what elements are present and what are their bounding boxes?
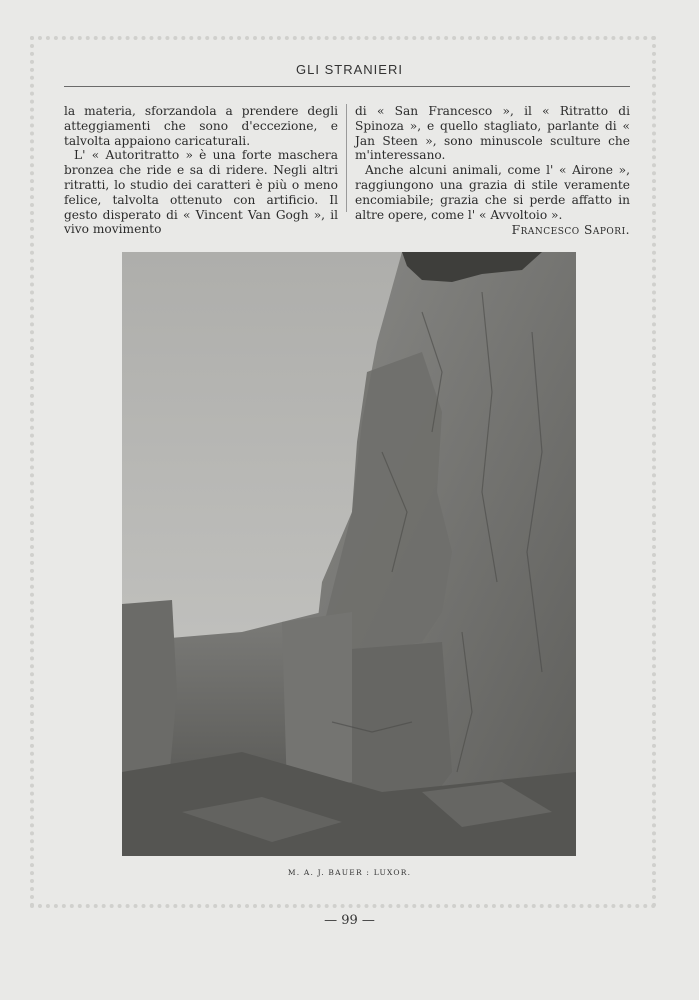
right-column <box>355 104 630 238</box>
author-signature: Francesco Sapori. <box>511 223 630 238</box>
right-paragraph-2: Anche alcuni animali, come l' « Airone », raggiungono una grazia di stile veramente encomiabile; grazia che si perde affatto in altre opere, come l' « Avvoltoio ». <box>355 163 630 222</box>
page-number: — 99 — <box>324 913 375 928</box>
figure-caption: M. A. J. BAUER : LUXOR. <box>287 868 412 877</box>
luxor-painting-image <box>122 252 576 856</box>
column-divider <box>346 104 347 212</box>
right-paragraph-1: di « San Francesco », il « Ritratto di Spinoza », e quello stagliato, parlante di « Jan Steen », sono minuscole sculture che m'interessano. <box>355 104 630 163</box>
running-title: GLI STRANIERI <box>296 62 403 77</box>
header-rule <box>64 86 630 87</box>
painting-reproduction <box>122 252 576 856</box>
left-paragraph-2: L' « Autoritratto » è una forte maschera bronzea che ride e sa di ridere. Negli altri ritratti, lo studio dei caratteri è più o meno felice, talvolta ottenuto con artificio. Il gesto disperato di « Vincent Van Gogh », il vivo movimento <box>64 148 338 237</box>
left-column <box>64 104 338 237</box>
left-paragraph-1: la materia, sforzandola a prendere degli atteggiamenti che sono d'eccezione, e talvolta appaiono caricaturali. <box>64 104 338 148</box>
